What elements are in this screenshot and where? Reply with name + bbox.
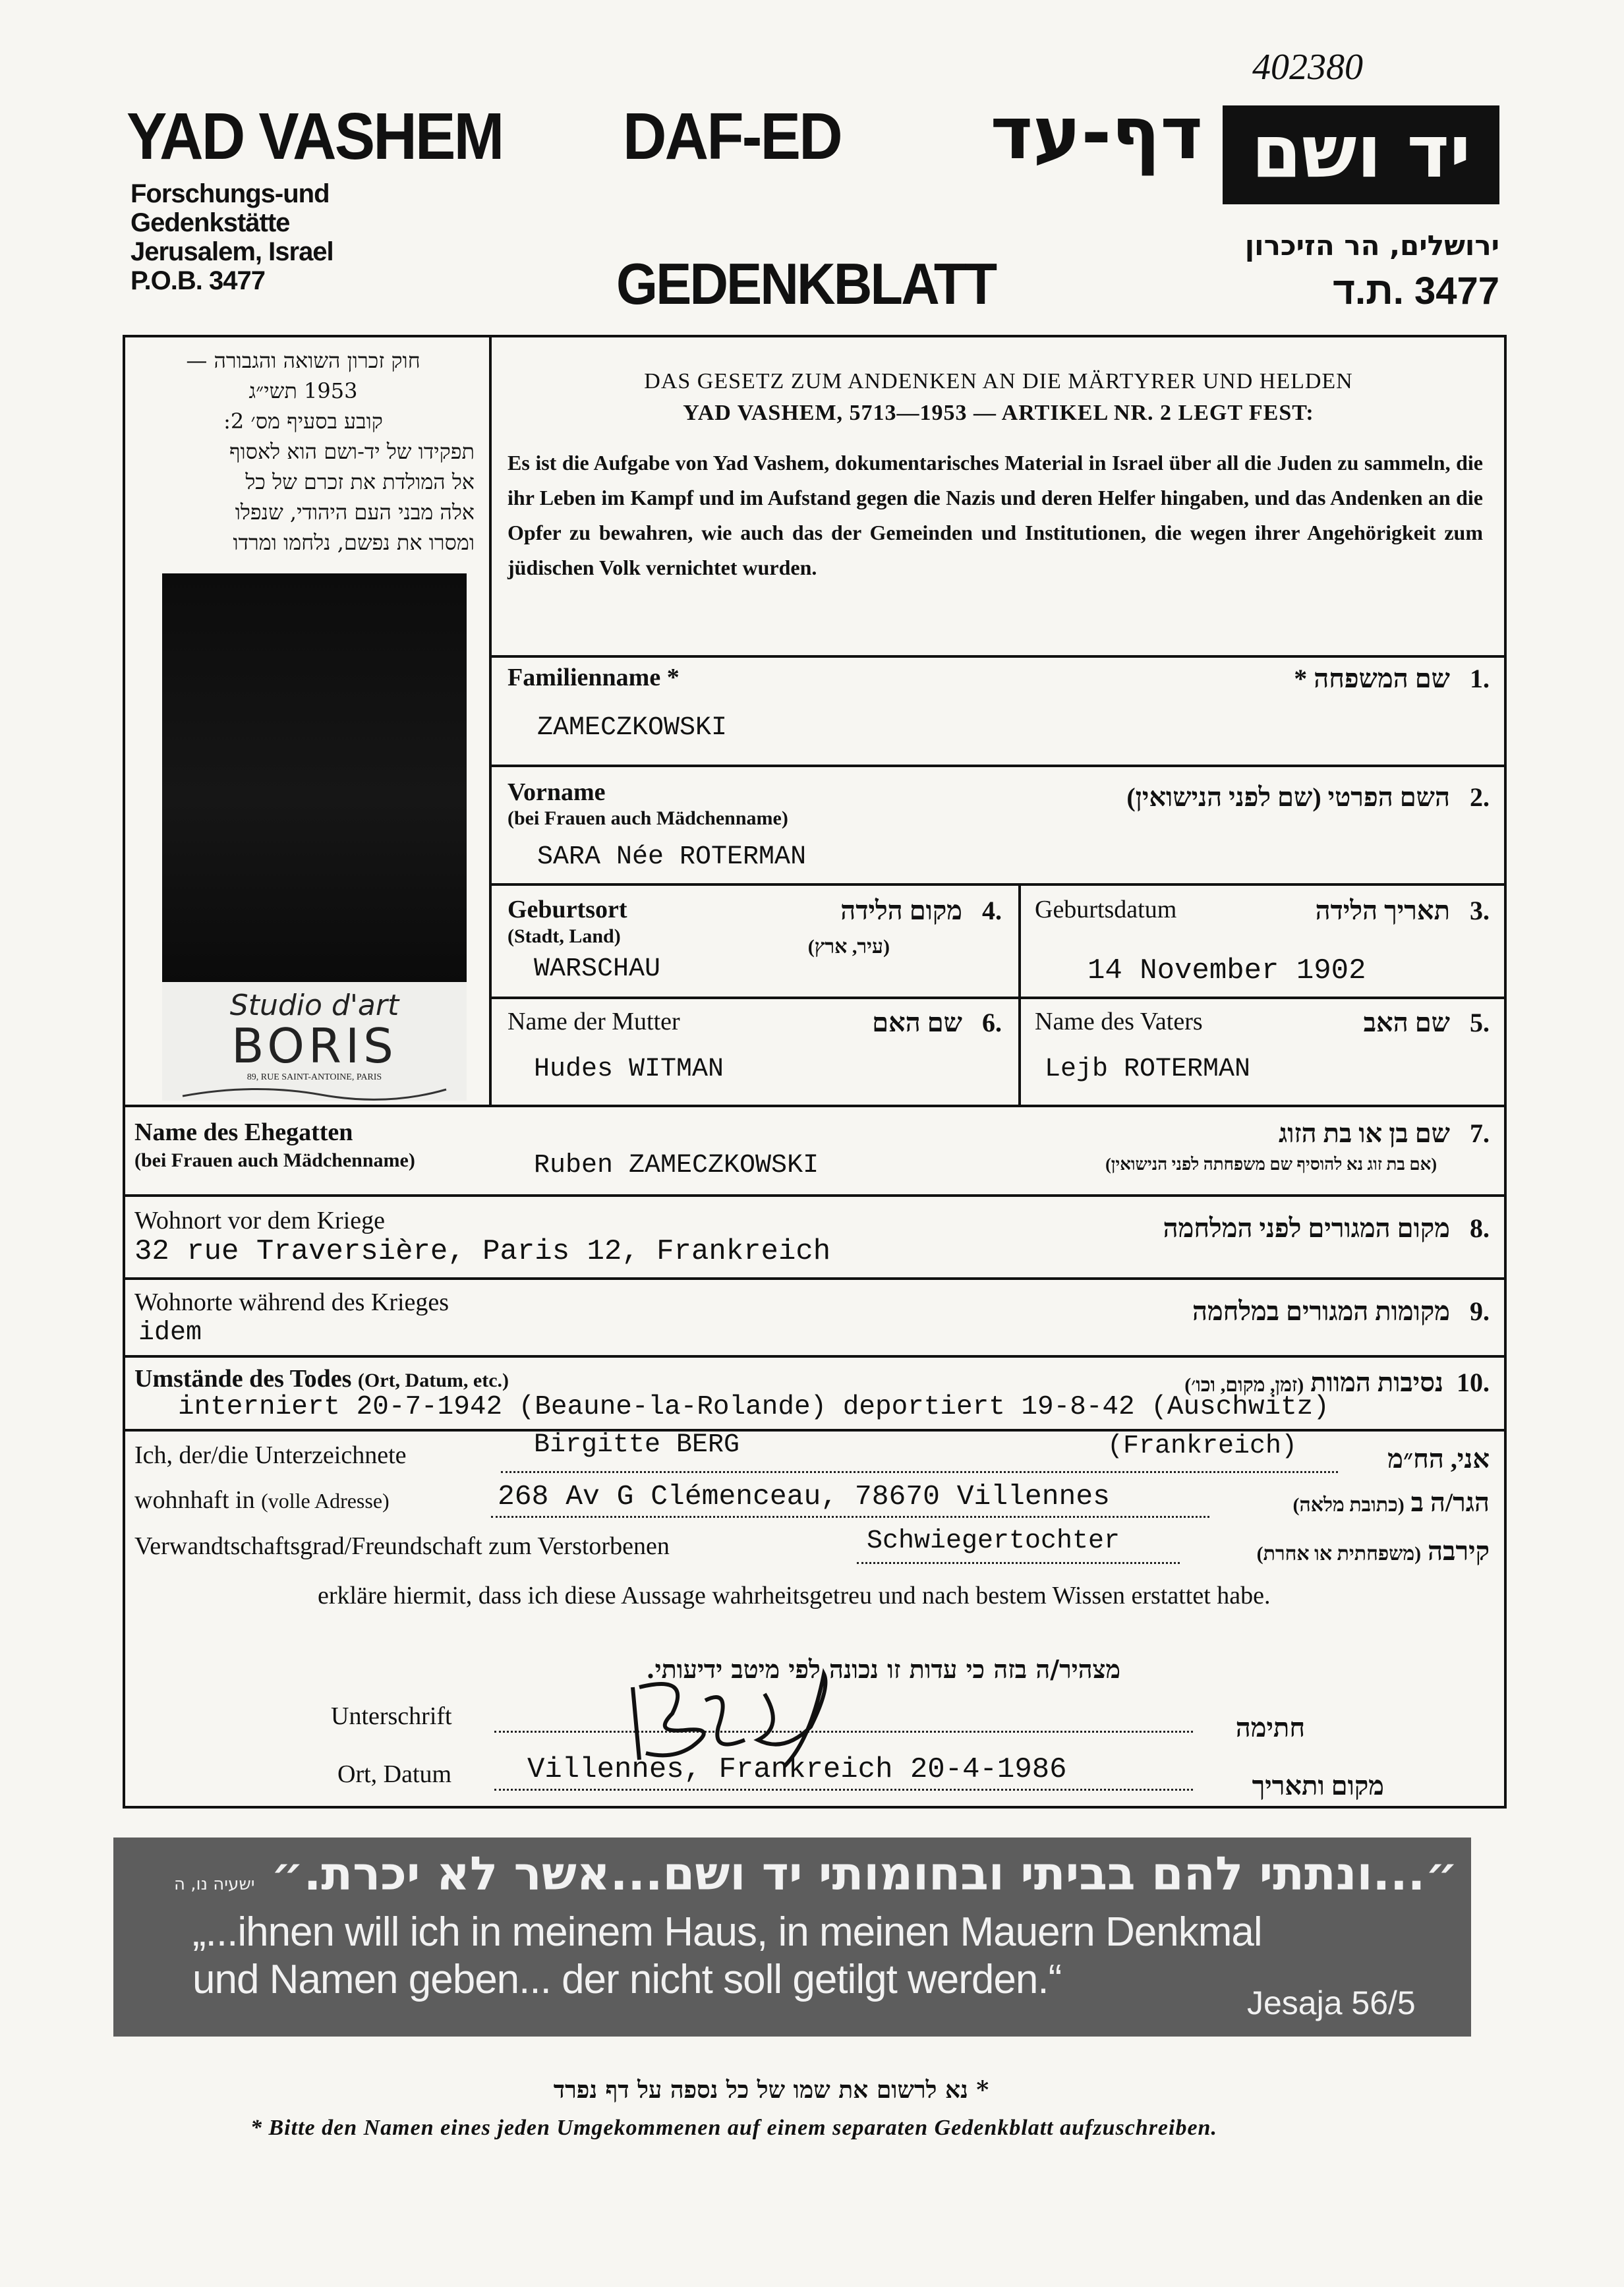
- geburtsort-sub: (Stadt, Land): [508, 925, 621, 947]
- quote-band: [113, 1838, 1471, 2037]
- geburtsort-value: WARSCHAU: [534, 954, 661, 984]
- declarant-address: 268 Av G Clémenceau, 78670 Villennes: [498, 1480, 1110, 1513]
- relation-dotline: [857, 1562, 1180, 1564]
- mutter-label: Name der Mutter: [508, 1008, 680, 1035]
- left-address-block: [130, 179, 334, 295]
- hebrew-law-line: 1953 תשי״ג: [248, 378, 358, 403]
- declarant-name: Birgitte BERG: [534, 1430, 740, 1460]
- ehegatte-value: Ruben ZAMECZKOWSKI: [534, 1151, 819, 1180]
- quote-reference: Jesaja 56/5: [1247, 1984, 1416, 2021]
- field-sub-he: (זמן, מקום, וכו׳): [1184, 1374, 1304, 1396]
- ich-dotline: [501, 1471, 1338, 1473]
- rule: [123, 1194, 1504, 1197]
- place-date-dotline: [494, 1789, 1193, 1791]
- field-num: .10: [1457, 1368, 1490, 1397]
- archive-number: 402380: [1252, 47, 1363, 88]
- field-label-he: השם הפרטי (שם לפני הנישואין): [1126, 782, 1450, 812]
- logo-text: יד ושם: [1251, 109, 1471, 194]
- hebrew-law-line: קובע בסעיף מס׳ 2:: [223, 409, 383, 434]
- signature-label: Unterschrift: [331, 1702, 452, 1730]
- hebrew-law-line: אלה מבני העם היהודי, שנפלו: [235, 500, 475, 525]
- geburtsort-label-he: [725, 895, 1002, 926]
- field-label-he: תאריך הלידה: [1315, 896, 1450, 925]
- left-title: YAD VASHEM: [127, 100, 503, 173]
- field-num: .9: [1470, 1296, 1490, 1326]
- photo: [162, 573, 467, 982]
- place-date-label-he: מקום ותאריך: [1252, 1771, 1384, 1801]
- hebrew-law-line: ומסרו את נפשם, נלחמו ומרדו: [233, 530, 475, 555]
- wohnorte-waehrend-label-he: [989, 1296, 1490, 1327]
- field-num: .5: [1470, 1008, 1490, 1037]
- todesumstaende-label-text: Umstände des Todes: [134, 1365, 352, 1393]
- vater-label: Name des Vaters: [1035, 1008, 1203, 1035]
- field-num: .1: [1470, 664, 1490, 693]
- declaration-text: erkläre hiermit, dass ich diese Aussage wahrheitsgetreu und nach bestem Wissen erstattet habe.: [318, 1582, 1271, 1609]
- geburtsort-label: Geburtsort: [508, 896, 627, 923]
- hebrew-law-line: תפקידו של יד-ושם הוא לאסוף: [229, 439, 475, 464]
- field-num: .4: [982, 896, 1002, 925]
- relation-he-text: קירבה: [1428, 1536, 1490, 1566]
- field-label-he: שם בן או בת הזוג: [1279, 1118, 1450, 1148]
- geburtsort-sub-he: (עיר, ארץ): [807, 936, 890, 958]
- vater-label-he: [1252, 1007, 1490, 1038]
- studio-name: Studio d'art: [229, 989, 399, 1022]
- field-num: .3: [1470, 896, 1490, 925]
- familienname-label: Familienname *: [508, 664, 680, 691]
- right-address: ירושלים, הר הזיכרון: [1244, 229, 1499, 262]
- familienname-value: ZAMECZKOWSKI: [537, 713, 728, 743]
- footer-hebrew-note: * נא לרשום את שמו של כל נספה על דף נפרד: [553, 2076, 989, 2104]
- wohnhaft-label-he: [1226, 1487, 1490, 1518]
- field-num: .8: [1470, 1213, 1490, 1243]
- geburtsdatum-label: Geburtsdatum: [1035, 896, 1177, 923]
- quote-hebrew-ref: ישעיה נו, ה: [174, 1874, 255, 1894]
- wohnorte-waehrend-label: Wohnorte während des Krieges: [134, 1288, 450, 1316]
- hebrew-law-line: אל המולדת את זכרם של כל: [245, 469, 475, 494]
- signature-label-he: חתימה: [1235, 1713, 1305, 1743]
- geburtsdatum-value: 14 November 1902: [1088, 954, 1366, 987]
- hebrew-law-text: [132, 345, 475, 558]
- ehegatte-label-he: [1120, 1118, 1490, 1149]
- studio-address: 89, RUE SAINT-ANTOINE, PARIS: [246, 1072, 382, 1082]
- left-address-line: Forschungs-und: [130, 179, 330, 208]
- field-label-he: מקום המגורים לפני המלחמה: [1163, 1213, 1450, 1243]
- rule: [489, 655, 1504, 658]
- rule: [489, 765, 1504, 767]
- declarant-relation: Schwiegertochter: [867, 1526, 1120, 1556]
- ich-label: Ich, der/die Unterzeichnete: [134, 1441, 407, 1469]
- mutter-value: Hudes WITMAN: [534, 1055, 724, 1084]
- wohnort-vor-label-he: [989, 1213, 1490, 1244]
- field-label-he: שם האם: [872, 1008, 962, 1037]
- studio-brand: BORIS: [231, 1018, 397, 1074]
- field-label-he: מקומות המגורים במלחמה: [1192, 1296, 1450, 1326]
- declaration-text-he: מצהיר/ה בזה כי עדות זו נכונה לפי מיטב ידיעותי.: [646, 1654, 1120, 1684]
- ich-label-he: אני, הח״מ: [1387, 1444, 1490, 1474]
- field-label-he: נסיבות המוות: [1310, 1368, 1443, 1397]
- vorname-value: SARA Née ROTERMAN: [537, 842, 807, 872]
- ehegatte-sub: (bei Frauen auch Mädchenname): [134, 1149, 415, 1171]
- place-date-value: Villennes, Frankreich 20-4-1986: [527, 1753, 1067, 1786]
- wohnhaft-sub: (volle Adresse): [261, 1489, 390, 1513]
- declarant-country: (Frankreich): [1107, 1432, 1298, 1461]
- rule: [489, 883, 1504, 886]
- studio-flourish-icon: [176, 1083, 453, 1103]
- ehegatte-sub-he: (אם בת זוג נא להוסיף שם משפחתה לפני הנישואין): [1105, 1155, 1437, 1174]
- vorname-label-he: [989, 782, 1490, 813]
- relation-he-sub: (משפחתית או אחרת): [1256, 1543, 1422, 1565]
- vater-value: Lejb ROTERMAN: [1045, 1055, 1251, 1084]
- rule: [489, 997, 1504, 999]
- center-subtitle: GEDENKBLATT: [616, 251, 996, 316]
- center-title: DAF-ED: [623, 100, 841, 173]
- law-body: Es ist die Aufgabe von Yad Vashem, dokumentarisches Material in Israel über all die Juden zu sammeln, die ihr Leben im Kampf und im Aufstand gegen die Nazis und deren Helfer hingaben, und das Andenken an die Opfer zu bewahren, wie auch das der Gemeinden und Institutionen, die wegen ihrer Angehörigkeit zum jüdischen Volk vernichtet wurden.: [508, 451, 1483, 579]
- wohnort-vor-label: Wohnort vor dem Kriege: [134, 1207, 385, 1234]
- field-num: .7: [1470, 1118, 1490, 1148]
- col-divider: [1018, 883, 1021, 1105]
- todesumstaende-value: interniert 20-7-1942 (Beaune-la-Rolande) deportiert 19-8-42 (Auschwitz): [178, 1392, 1329, 1422]
- wohnort-vor-value: 32 rue Traversière, Paris 12, Frankreich: [134, 1235, 831, 1268]
- footer-german-note: * Bitte den Namen eines jeden Umgekommenen auf einem separaten Gedenkblatt aufzuschreiben.: [250, 2116, 1217, 2140]
- ehegatte-label: Name des Ehegatten: [134, 1118, 353, 1146]
- photo-column-divider: [489, 335, 492, 1105]
- field-num: .2: [1470, 782, 1490, 812]
- familienname-label-he: [1120, 663, 1490, 694]
- photo-studio-stamp: [162, 982, 467, 1101]
- rule: [123, 1105, 1504, 1107]
- place-date-label: Ort, Datum: [337, 1760, 452, 1788]
- rule: [123, 1355, 1504, 1358]
- hebrew-law-line: חוק זכרון השואה והגבורה —: [186, 348, 420, 373]
- wohnorte-waehrend-value: idem: [138, 1318, 202, 1348]
- quote-hebrew: [127, 1847, 1458, 1901]
- rule: [123, 1277, 1504, 1280]
- field-label-he: שם האב: [1363, 1008, 1450, 1037]
- yad-vashem-logo: [1223, 105, 1499, 204]
- right-pob: 3477 .ת.ד: [1333, 270, 1499, 312]
- quote-german-2: und Namen geben... der nicht soll getilgt werden.“: [192, 1957, 1062, 2002]
- law-title-1: DAS GESETZ ZUM ANDENKEN AN DIE MÄRTYRER UND HELDEN: [644, 369, 1353, 393]
- todesumstaende-label: [134, 1364, 509, 1393]
- field-label-he: שם המשפחה *: [1294, 664, 1450, 693]
- mutter-label-he: [758, 1007, 1002, 1038]
- field-num: .6: [982, 1008, 1002, 1037]
- wohnhaft-dotline: [491, 1516, 1209, 1518]
- left-address-line: P.O.B. 3477: [130, 266, 265, 295]
- quote-hebrew-text: ״...ונתתי להם בביתי ובחומותי יד ושם...אשר לא יכרת.״: [271, 1847, 1458, 1901]
- wohnhaft-label: [134, 1486, 390, 1515]
- law-section: [508, 369, 1490, 585]
- relation-label: Verwandtschaftsgrad/Freundschaft zum Verstorbenen: [134, 1532, 670, 1560]
- wohnhaft-he-sub: (כתובת מלאה): [1292, 1494, 1405, 1516]
- field-label-he: מקום הלידה: [840, 896, 962, 925]
- left-address-line: Jerusalem, Israel: [130, 237, 334, 266]
- geburtsdatum-label-he: [1226, 895, 1490, 926]
- left-address-line: Gedenkstätte: [130, 208, 290, 237]
- wohnhaft-he-text: הגר/ה ב: [1410, 1488, 1490, 1517]
- vorname-sub: (bei Frauen auch Mädchenname): [508, 807, 788, 829]
- hebrew-title: דף-עד: [990, 91, 1203, 175]
- law-title-2: YAD VASHEM, 5713—1953 — ARTIKEL NR. 2 LEGT FEST:: [683, 401, 1314, 425]
- vorname-label: Vorname: [508, 778, 606, 806]
- wohnhaft-label-text: wohnhaft in: [134, 1486, 255, 1514]
- quote-german-1: „...ihnen will ich in meinem Haus, in meinen Mauern Denkmal: [192, 1909, 1262, 1955]
- todesumstaende-sub: (Ort, Datum, etc.): [357, 1370, 509, 1391]
- relation-label-he: [1180, 1536, 1490, 1567]
